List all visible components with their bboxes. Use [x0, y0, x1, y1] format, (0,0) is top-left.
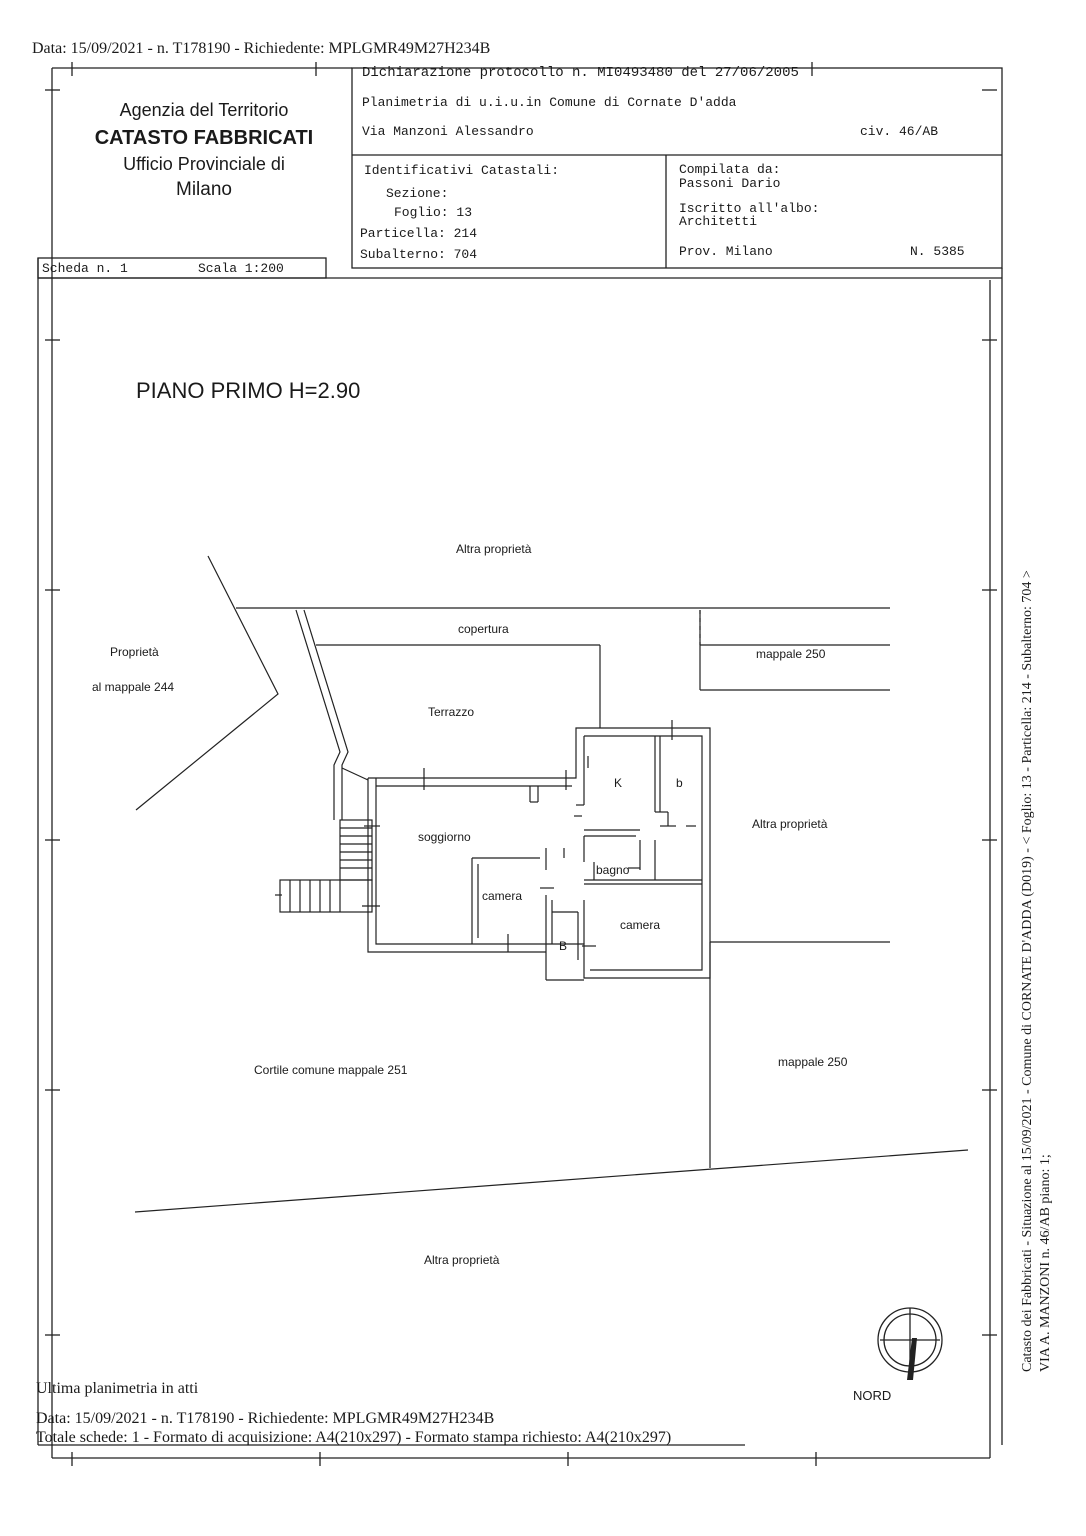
label-copertura: copertura: [458, 622, 509, 636]
compiler-albo-label: Iscritto all'albo:: [679, 201, 820, 216]
identifiers-foglio: Foglio: 13: [394, 205, 473, 220]
footer-last-planimetry: Ultima planimetria in atti: [36, 1380, 199, 1397]
label-k: K: [614, 776, 623, 790]
label-b-small: b: [676, 776, 683, 790]
label-mappale-250-bottom: mappale 250: [778, 1055, 848, 1069]
label-terrazzo: Terrazzo: [428, 705, 475, 719]
declaration-civ: civ. 46/AB: [860, 124, 939, 139]
label-camera-2: camera: [620, 918, 661, 932]
scala-label: Scala 1:200: [198, 261, 284, 276]
footer-request: Data: 15/09/2021 - n. T178190 - Richiedente: MPLGMR49M27H234B: [36, 1410, 495, 1427]
declaration-protocol: Dichiarazione protocollo n. MI0493480 del 27/06/2005: [362, 65, 799, 81]
request-header: Data: 15/09/2021 - n. T178190 - Richiedente: MPLGMR49M27H234B: [32, 40, 491, 57]
label-soggiorno: soggiorno: [418, 830, 471, 844]
label-altra-proprieta-right: Altra proprietà: [752, 817, 828, 831]
side-text-situation: Catasto dei Fabbricati - Situazione al 15/09/2021 - Comune di CORNATE D'ADDA (D019) - < Foglio: 13 - Particella: 214 - Subalterno: 704 >: [1020, 570, 1035, 1372]
label-nord: NORD: [853, 1388, 892, 1403]
identifiers-title: Identificativi Catastali:: [364, 163, 560, 178]
agency-line1: Agenzia del Territorio: [119, 100, 289, 120]
agency-block: [60, 100, 348, 201]
plan-title: PIANO PRIMO H=2.90: [136, 378, 361, 403]
agency-line4: Milano: [176, 179, 232, 200]
footer-totals: Totale schede: 1 - Formato di acquisizione: A4(210x297) - Formato stampa richiesto: A4(210x297): [36, 1429, 672, 1446]
compiler-name: Passoni Dario: [679, 176, 781, 191]
identifiers-sezione: Sezione:: [386, 186, 449, 201]
declaration-planimetry: Planimetria di u.i.u.in Comune di Cornate D'adda: [362, 95, 737, 110]
compiler-albo: Architetti: [679, 214, 758, 229]
agency-line2: CATASTO FABBRICATI: [94, 127, 314, 149]
compiler-prov: Prov. Milano: [679, 244, 773, 259]
label-mappale-250-top: mappale 250: [756, 647, 826, 661]
agency-line3: Ufficio Provinciale di: [123, 154, 285, 174]
label-camera-1: camera: [482, 889, 523, 903]
compiler-number: N. 5385: [910, 244, 965, 259]
label-altra-proprieta-bottom: Altra proprietà: [424, 1253, 500, 1267]
compiler-title: Compilata da:: [679, 162, 781, 177]
identifiers-subalterno: Subalterno: 704: [360, 247, 478, 262]
label-b-big: B: [559, 939, 568, 953]
label-proprieta: Proprietà: [110, 645, 159, 659]
declaration-street: Via Manzoni Alessandro: [362, 124, 534, 139]
label-mappale-244: al mappale 244: [92, 680, 175, 694]
label-altra-proprieta-top: Altra proprietà: [456, 542, 532, 556]
north-arrow-icon: [907, 1338, 917, 1380]
side-text-address: VIA A. MANZONI n. 46/AB piano: 1;: [1038, 1154, 1053, 1372]
label-cortile: Cortile comune mappale 251: [254, 1063, 408, 1077]
identifiers-particella: Particella: 214: [360, 226, 478, 241]
label-bagno: bagno: [596, 863, 630, 877]
scheda-label: Scheda n. 1: [42, 261, 128, 276]
